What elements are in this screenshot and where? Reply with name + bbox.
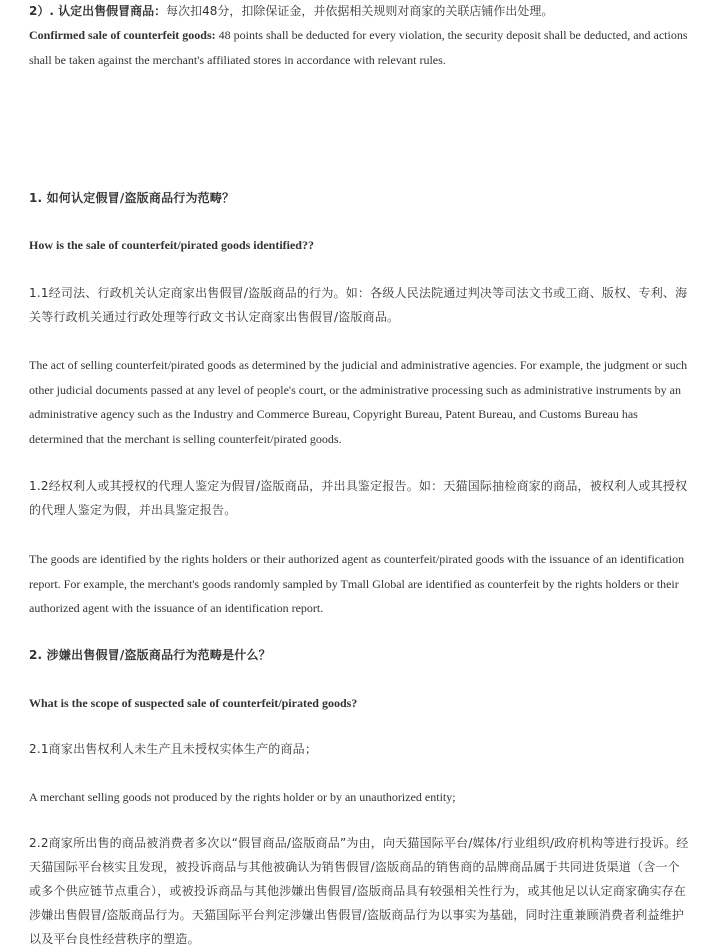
section2-p1-en: A merchant selling goods not produced by the rights holder or by an unauthorized entity; <box>29 790 456 804</box>
intro-cn-label: 2）. 认定出售假冒商品： <box>29 4 167 18</box>
intro-en-paragraph <box>29 23 689 72</box>
section1-p1-en: The act of selling counterfeit/pirated goods as determined by the judicial and administrative agencies. For example, the judgment or such other judicial documents passed at any level of people's court, or the administrative processing such as administrative instruments by an administrative agency such as the Industry and Commerce Bureau, Copyright Bureau, Patent Bureau, and Customs Bureau has determined that the merchant is selling counterfeit/pirated goods. <box>29 358 688 446</box>
intro-en-label: Confirmed sale of counterfeit goods: <box>29 28 216 42</box>
section2-heading-en: What is the scope of suspected sale of counterfeit/pirated goods? <box>29 696 358 710</box>
section2-heading-cn: 2. 涉嫌出售假冒/盗版商品行为范畴是什么？ <box>29 648 271 662</box>
intro-cn-paragraph <box>29 0 689 23</box>
section1-heading-en: How is the sale of counterfeit/pirated goods identified?? <box>29 238 314 252</box>
section1-heading-cn: 1. 如何认定假冒/盗版商品行为范畴？ <box>29 191 235 205</box>
section1-p2-en: The goods are identified by the rights holders or their authorized agent as counterfeit/pirated goods with the issuance of an identification report. For example, the merchant's goods randomly sampled by Tmall Global are identified as counterfeit by the rights holders or their authorized agent with the issuance of an identification report. <box>29 552 685 615</box>
section2-p1-cn: 2.1商家出售权利人未生产且未授权实体生产的商品； <box>29 742 318 756</box>
intro-cn-text: 每次扣48分，扣除保证金，并依据相关规则对商家的关联店铺作出处理。 <box>166 4 554 18</box>
section1-p2-cn: 1.2经权利人或其授权的代理人鉴定为假冒/盗版商品，并出具鉴定报告。如：天猫国际抽检商家的商品，被权利人或其授权的代理人鉴定为假，并出具鉴定报告。 <box>29 479 688 517</box>
section1-p1-cn: 1.1经司法、行政机关认定商家出售假冒/盗版商品的行为。如：各级人民法院通过判决等司法文书或工商、版权、专利、海关等行政机关通过行政处理等行政文书认定商家出售假冒/盗版商品。 <box>29 286 688 324</box>
section2-p2-cn: 2.2商家所出售的商品被消费者多次以“假冒商品/盗版商品”为由，向天猫国际平台/媒体/行业组织/政府机构等进行投诉。经天猫国际平台核实且发现，被投诉商品与其他被确认为销售假冒/盗版商品的销售商的品牌商品属于共同进货渠道（含一个或多个供应链节点重合），或被投诉商品与其他涉嫌出售假冒/盗版商品具有较强相关性行为，或其他足以认定商家确实存在涉嫌出售假冒/盗版商品行为。天猫国际平台判定涉嫌出售假冒/盗版商品行为以事实为基础，同时注重兼顾消费者利益维护以及平台良性经营秩序的塑造。 <box>29 836 689 946</box>
intro-en-text: 48 points shall be deducted for every violation, the security deposit shall be deducted, and actions shall be taken against the merchant's affiliated stores in accordance with relevant rules. <box>29 28 688 67</box>
